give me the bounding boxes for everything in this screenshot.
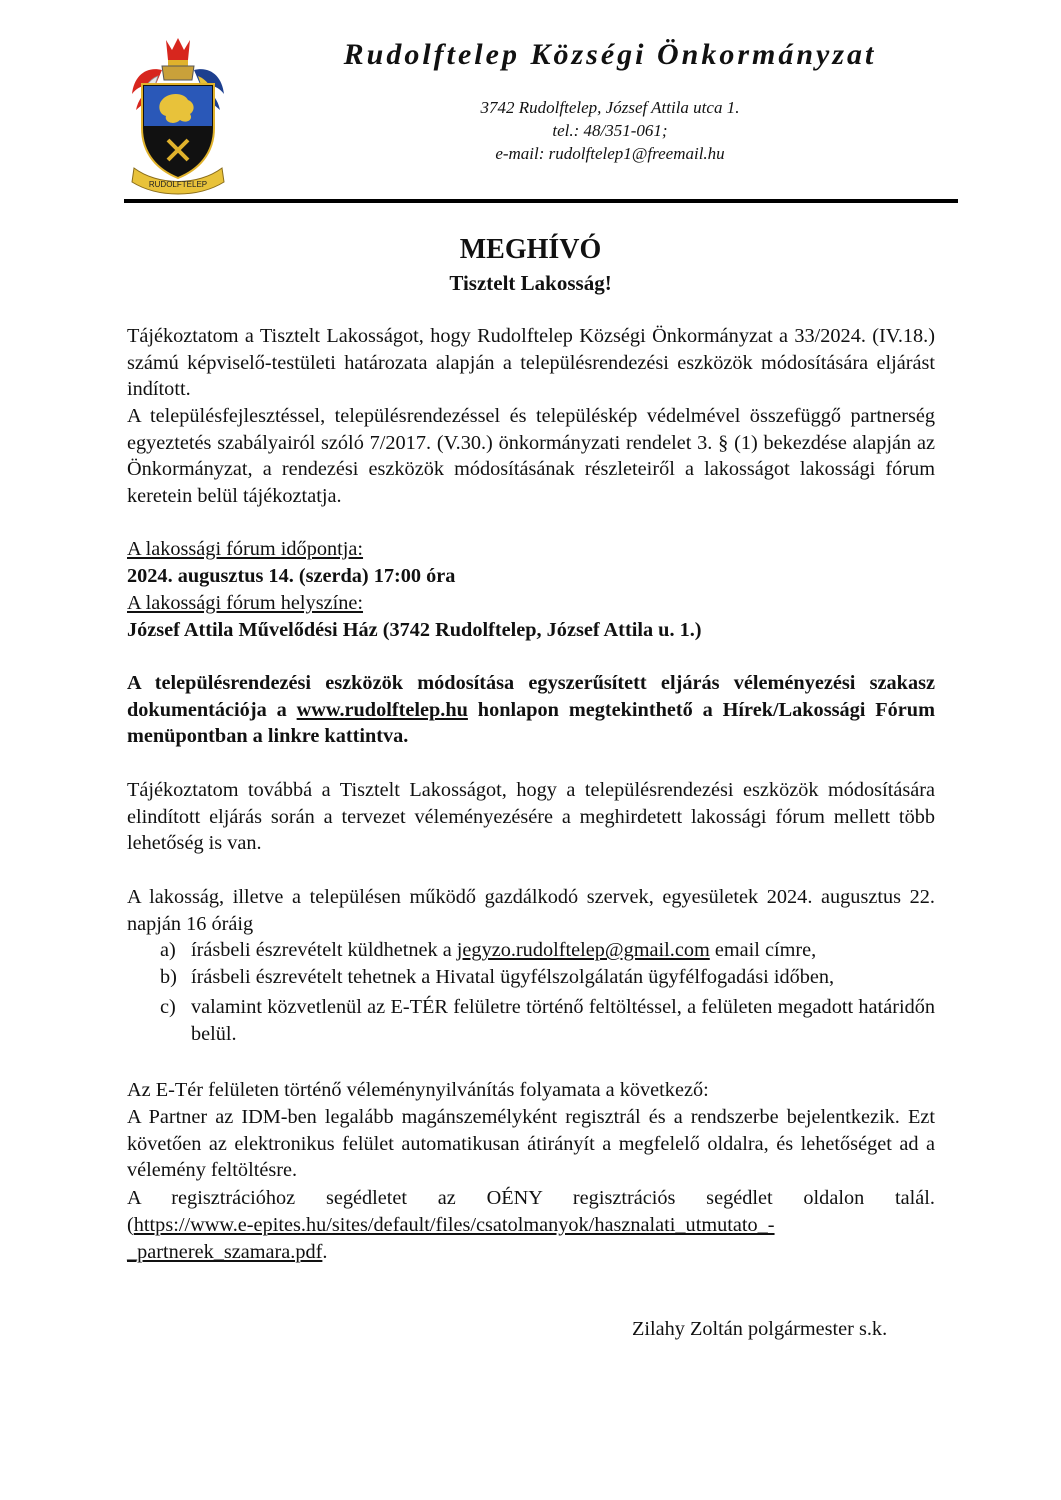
deadline-paragraph: A lakosság, illetve a településen működő gazdálkodó szervek, egyesületek 2024. augusztus 22. napján 16 óráig (127, 886, 935, 935)
registration-guide-link-continued[interactable]: _partnerek_szamara.pdf (127, 1241, 323, 1263)
registration-guide-link[interactable]: https://www.e-epites.hu/sites/default/files/csatolmanyok/hasznalati_utmutato_- (133, 1214, 775, 1236)
organization-name: Rudolftelep Községi Önkormányzat (343, 38, 877, 71)
forum-place-label: A lakossági fórum helyszíne: (127, 592, 364, 614)
list-item: b) írásbeli észrevételt tehetnek a Hivatal ügyfélszolgálatán ügyfélfogadási időben, (160, 966, 835, 988)
registration-link-line-1: (https://www.e-epites.hu/sites/default/files/csatolmanyok/hasznalati_utmutato_- (127, 1214, 775, 1236)
organization-email: e-mail: rudolftelep1@freemail.hu (495, 144, 725, 163)
registration-text: A regisztrációhoz segédletet az OÉNY regisztrációs segédlet oldalon talál. (127, 1187, 935, 1209)
intro-paragraph-2: A településfejlesztéssel, településrendezéssel és településkép védelmével összefüggő partnerség egyeztetés szabályairól szóló 7/2017. (V.30.) önkormányzati rendelet 3. § (1) bekezdése alapján az Önkormányzat, a rendezési eszközök módosításának részleteiről a lakosságot lakossági fórum keretein belül tájékoztatja. (127, 405, 935, 507)
svg-text:RUDOLFTELEP: RUDOLFTELEP (148, 180, 208, 189)
intro-paragraph-1: Tájékoztatom a Tisztelt Lakosságot, hogy Rudolftelep Községi Önkormányzat a 33/2024. (IV.18.) számú képviselő-testületi határozata alapján a településrendezési eszközök módosítására eljárást indított. (127, 325, 935, 401)
forum-place: József Attila Művelődési Ház (3742 Rudolftelep, József Attila u. 1.) (127, 619, 702, 641)
email-link[interactable]: jegyzo.rudolftelep@gmail.com (456, 939, 710, 961)
forum-time: 2024. augusztus 14. (szerda) 17:00 óra (127, 565, 456, 587)
organization-phone: tel.: 48/351-061; (552, 121, 668, 140)
signature: Zilahy Zoltán polgármester s.k. (632, 1318, 888, 1340)
list-item: a) írásbeli észrevételt küldhetnek a jegyzo.rudolftelep@gmail.com email címre, (160, 939, 817, 961)
eter-paragraph: A Partner az IDM-ben legalább magánszemélyként regisztrál és a rendszerbe bejelentkezik. Ezt követően az elektronikus felület automatikusan átirányít a megfelelő oldalra, és lehetőséget ad a vélemény feltöltésre. (127, 1106, 935, 1182)
organization-address: 3742 Rudolftelep, József Attila utca 1. (480, 98, 740, 117)
eter-title: Az E-Tér felületen történő véleménynyilvánítás folyamata a következő: (127, 1079, 709, 1101)
document-title: MEGHÍVÓ (459, 234, 602, 265)
website-link[interactable]: www.rudolftelep.hu (296, 698, 468, 721)
salutation: Tisztelt Lakosság! (449, 271, 612, 295)
registration-link-line-2: _partnerek_szamara.pdf. (127, 1241, 328, 1263)
list-item: c) valamint közvetlenül az E-TÉR felületre történő feltöltéssel, a felületen megadott határidőn belül. (160, 996, 935, 1045)
header-divider (124, 199, 958, 203)
additional-info-paragraph: Tájékoztatom továbbá a Tisztelt Lakosságot, hogy a településrendezési eszközök módosítására elindított eljárás során a tervezet véleményezésére a meghirdetett lakossági fórum mellett több lehetőség is van. (127, 779, 935, 855)
coat-of-arms-logo (128, 36, 228, 198)
documentation-note: A településrendezési eszközök módosítása egyszerűsített eljárás véleményezési szakasz dokumentációja a www.rudolftelep.hu honlapon megtekinthető a Hírek/Lakossági Fórum menüpontban a linkre kattintva. (127, 672, 935, 748)
forum-time-label: A lakossági fórum időpontja: (127, 538, 364, 560)
